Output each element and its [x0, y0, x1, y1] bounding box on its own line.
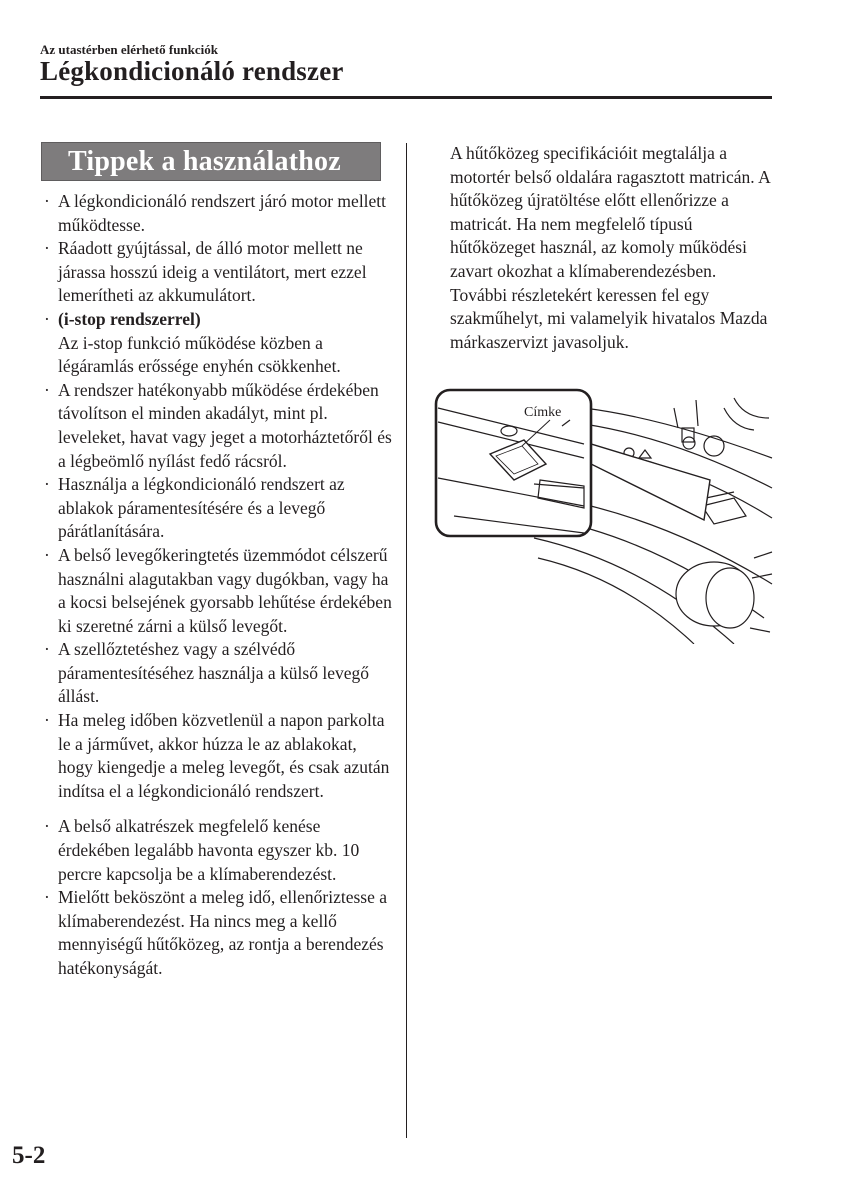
figure-label: Címke [524, 405, 562, 420]
tip-text: Használja a légkondicionáló rendszert az ablakok páramentesítésére és a levegő párátlanítására. [58, 474, 345, 542]
list-item: · A belső alkatrészek megfelelő kenése érdekében legalább havonta egyszer kb. 10 percre kapcsolja be a klímaberendezést. [44, 816, 360, 884]
list-item: · A szellőztetéshez vagy a szélvédő páramentesítéséhez használja a külső levegő állást. [44, 639, 369, 707]
tip-text: Mielőtt beköszönt a meleg idő, ellenőriztesse a klímaberendezést. Ha nincs meg a kellő mennyiségű hűtőközeg, az rontja a berendezés hatékonyságát. [58, 887, 387, 978]
tip-text: Ha meleg időben közvetlenül a napon parkolta le a járművet, akkor húzza le az ablakokat, hogy kiengedje a meleg levegőt, és csak azután indítsa el a légkondicionáló rendszert. [58, 710, 390, 801]
section-label: Az utastérben elérhető funkciók [40, 42, 219, 57]
page-number: 5-2 [12, 1142, 46, 1169]
list-item: · A belső levegőkeringtetés üzemmódot célszerű használni alagutakban vagy dugókban, vagy ha a kocsi belsejének gyorsabb lehűtése érdekében ki szeretné zárni a külső levegőt. [44, 544, 392, 636]
tip-text: A belső levegőkeringtetés üzemmódot célszerű használni alagutakban vagy dugókban, vagy ha a kocsi belsejének gyorsabb lehűtése érdekében ki szeretné zárni a külső levegőt. [58, 544, 392, 636]
tip-text: A légkondicionáló rendszert járó motor mellett működtesse. [58, 191, 387, 235]
tip-text: A belső alkatrészek megfelelő kenése érdekében legalább havonta egyszer kb. 10 percre kapcsolja be a klímaberendezést. [58, 816, 360, 884]
service-paragraph: További részletekért keressen fel egy szakműhelyt, mi valamelyik hivatalos Mazda márkaszervizt javasoljuk. [450, 284, 768, 352]
tip-subheading: (i-stop rendszerrel) [58, 308, 201, 329]
list-item: · Ráadott gyújtással, de álló motor mellett ne járassa hosszú ideig a ventilátort, mert ezzel lemerítheti az akkumulátort. [44, 238, 367, 306]
list-item: · A rendszer hatékonyabb működése érdekében távolítson el minden akadályt, mint pl. leveleket, havat vagy jeget a motorháztetőről és a légbeömlő nyílást fedő rácsról. [44, 379, 392, 471]
tips-heading: Tippek a használathoz [41, 142, 381, 181]
list-item: · (i-stop rendszerrel) Az i-stop funkció működése közben a légáramlás erőssége enyhén csökkenhet. [44, 308, 341, 377]
column-divider [406, 143, 407, 1138]
list-item: · Ha meleg időben közvetlenül a napon parkolta le a járművet, akkor húzza le az ablakokat, hogy kiengedje a meleg levegőt, és csak azután indítsa el a légkondicionáló rendszert. [44, 710, 390, 801]
tip-text: Ráadott gyújtással, de álló motor mellett ne járassa hosszú ideig a ventilátort, mert ezzel lemerítheti az akkumulátort. [58, 238, 367, 306]
header-rule [40, 96, 772, 99]
list-item: · Mielőtt beköszönt a meleg idő, ellenőriztesse a klímaberendezést. Ha nincs meg a kellő mennyiségű hűtőközeg, az rontja a berendezés hatékonyságát. [44, 887, 387, 978]
engine-bay-label-illustration [434, 388, 774, 644]
refrigerant-info [450, 142, 780, 354]
tip-text: A szellőztetéshez vagy a szélvédő páramentesítéséhez használja a külső levegő állást. [58, 639, 369, 707]
chapter-title: Légkondicionáló rendszer [40, 56, 344, 86]
list-item: · A légkondicionáló rendszert járó motor mellett működtesse. [44, 191, 387, 235]
tips-list [44, 190, 394, 981]
list-item: · Használja a légkondicionáló rendszert az ablakok páramentesítésére és a levegő párátlanítására. [44, 474, 345, 542]
tip-text: A rendszer hatékonyabb működése érdekében távolítson el minden akadályt, mint pl. leveleket, havat vagy jeget a motorháztetőről és a légbeömlő nyílást fedő rácsról. [58, 379, 392, 471]
refrigerant-paragraph: A hűtőközeg specifikációit megtalálja a motortér belső oldalára ragasztott matricán. A hűtőközeg újratöltése előtt ellenőrizze a matricát. Ha nem megfelelő típusú hűtőközeget használ, az komoly működési zavart okozhat a klímaberendezésben. [450, 143, 770, 281]
tip-text: Az i-stop funkció működése közben a légáramlás erőssége enyhén csökkenhet. [58, 332, 341, 377]
